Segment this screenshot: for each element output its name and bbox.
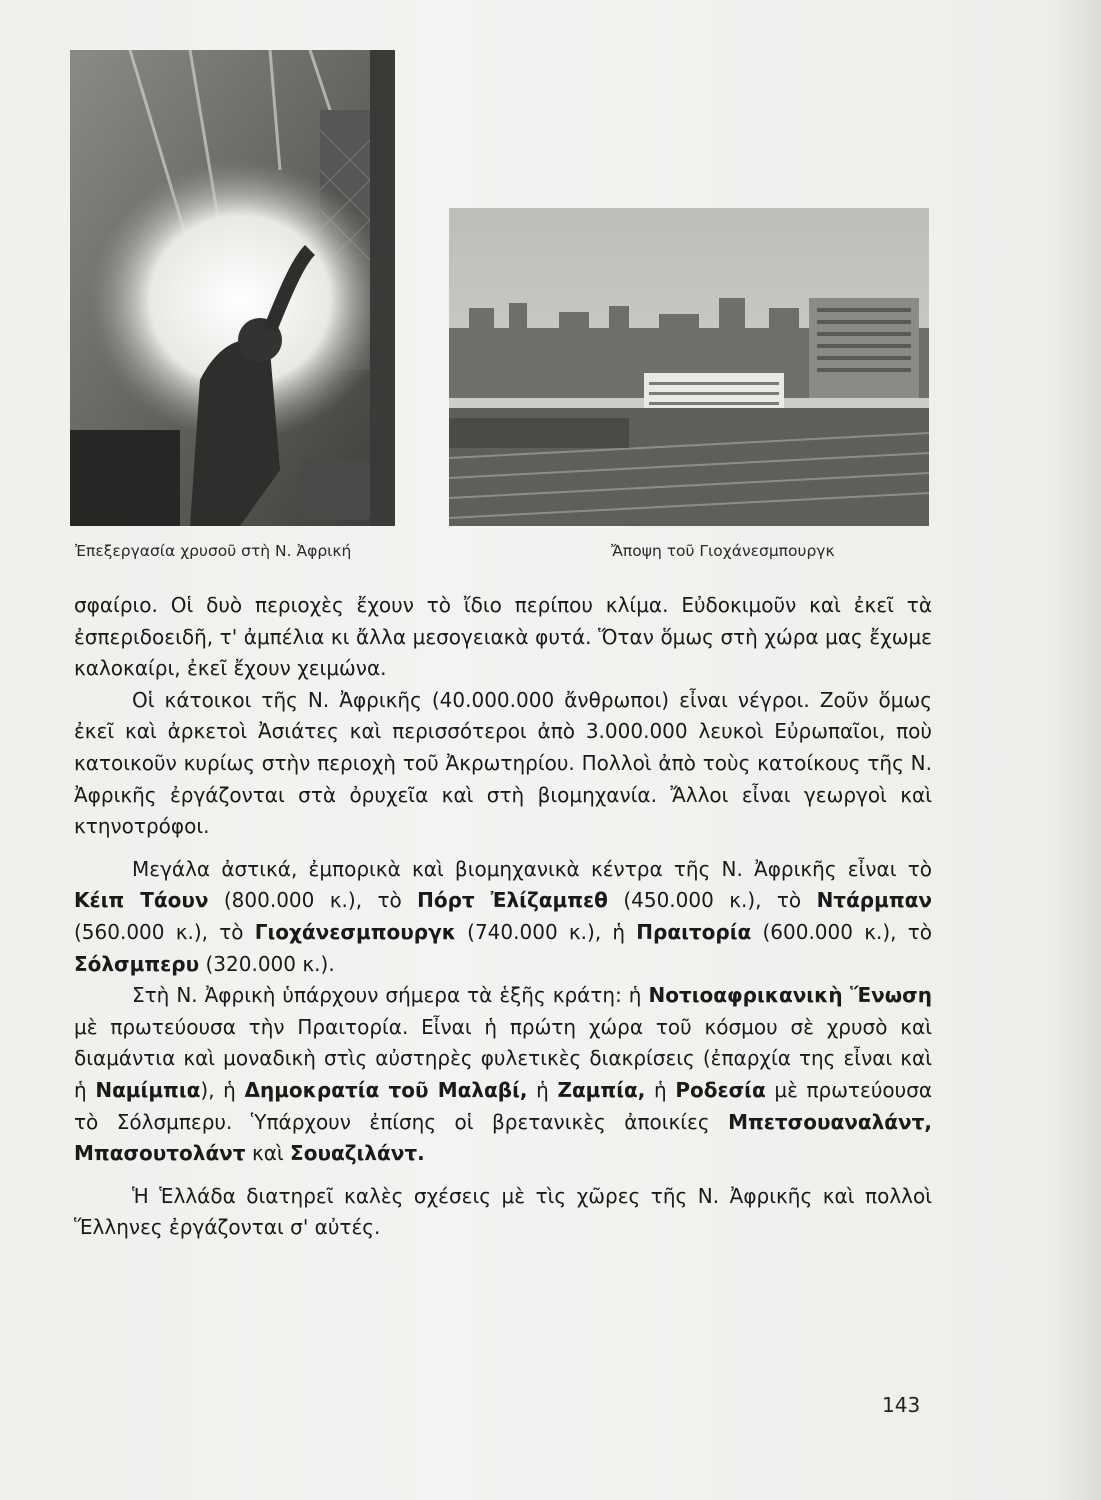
paragraph-states — [74, 980, 932, 1170]
state-rhodesia: Ροδεσία — [675, 1077, 766, 1102]
paragraph-cities — [74, 854, 932, 980]
paragraph-greece-relations: Ἡ Ἑλλάδα διατηρεῖ καλὲς σχέσεις μὲ τὶς χῶρες τῆς Ν. Ἀφρικῆς καὶ πολλοὶ Ἕλληνες ἐργάζονται σ' αὐτές. — [74, 1183, 932, 1240]
city-durban-pop: (560.000 κ.), τὸ — [74, 919, 244, 944]
states-text-7: καὶ — [251, 1141, 284, 1166]
gold-processing-photo-image — [70, 50, 395, 526]
city-durban: Ντάρμπαν — [816, 888, 933, 913]
states-text-4: ἡ — [536, 1077, 549, 1102]
state-namibia: Ναμίμπια — [95, 1077, 201, 1102]
cities-intro: Μεγάλα ἀστικά, ἐμπορικὰ καὶ βιομηχανικὰ κέντρα τῆς Ν. Ἀφρικῆς εἶναι τὸ — [132, 856, 932, 881]
body-text — [74, 590, 932, 1244]
city-port-elizabeth-pop: (450.000 κ.), τὸ — [623, 888, 802, 913]
state-zambia: Ζαμπία, — [557, 1077, 646, 1102]
photo-caption-gold-processing: Ἐπεξεργασία χρυσοῦ στὴ Ν. Ἀφρική — [75, 542, 352, 560]
johannesburg-view-photo-image — [449, 208, 929, 526]
johannesburg-view-photo — [449, 208, 929, 526]
city-cape-town: Κέιπ Τάουν — [74, 888, 209, 913]
colony-swaziland: Σουαζιλάντ. — [290, 1141, 425, 1166]
state-south-african-union: Νοτιοαφρικανικὴ Ἕνωση — [648, 983, 932, 1008]
states-text-2: μὲ πρωτεύουσα τὴν Πραιτορία. Εἶναι ἡ πρώτη χώρα τοῦ κόσμου σὲ χρυσὸ καὶ διαμάντια καὶ μοναδικὴ στὶς αὐστηρὲς φυλετικὲς διακρίσεις (ἐπαρχία της εἶναι καὶ ἡ — [74, 1014, 932, 1102]
city-salisbury: Σόλσμπερυ — [74, 951, 200, 976]
states-text-1: Στὴ Ν. Ἀφρικὴ ὑπάρχουν σήμερα τὰ ἑξῆς κράτη: ἡ — [132, 983, 642, 1008]
city-pretoria: Πραιτορία — [636, 919, 752, 944]
states-text-5: ἡ — [654, 1077, 667, 1102]
state-malawi: Δημοκρατία τοῦ Μαλαβί, — [244, 1077, 528, 1102]
city-pretoria-pop: (600.000 κ.), τὸ — [762, 919, 932, 944]
gold-processing-photo — [70, 50, 395, 526]
city-cape-town-pop: (800.000 κ.), τὸ — [223, 888, 402, 913]
city-salisbury-pop: (320.000 κ.). — [205, 951, 335, 976]
page-number: 143 — [882, 1393, 921, 1417]
paragraph-climate: σφαίριο. Οἱ δυὸ περιοχὲς ἔχουν τὸ ἴδιο περίπου κλίμα. Εὐδοκιμοῦν καὶ ἐκεῖ τὰ ἐσπεριδοειδῆ, τ' ἀμπέλια κι ἄλλα μεσογειακὰ φυτά. Ὅταν ὅμως στὴ χώρα μας ἔχωμε καλοκαίρι, ἐκεῖ ἔχουν χειμώνα. — [74, 593, 932, 681]
city-port-elizabeth: Πόρτ Ἐλίζαμπεθ — [417, 888, 608, 913]
paragraph-population: Οἱ κάτοικοι τῆς Ν. Ἀφρικῆς (40.000.000 ἄνθρωποι) εἶναι νέγροι. Ζοῦν ὅμως ἐκεῖ καὶ ἀρκετοὶ Ἀσιάτες καὶ περισσότεροι ἀπὸ 3.000.000 λευκοὶ Εὐρωπαῖοι, ποὺ κατοικοῦν κυρίως στὴν περιοχὴ τοῦ Ἀκρωτηρίου. Πολλοὶ ἀπὸ τοὺς κατοίκους τῆς Ν. Ἀφρικῆς ἐργάζονται στὰ ὀρυχεῖα καὶ στὴ βιομηχανία. Ἄλλοι εἶναι γεωργοὶ καὶ κτηνοτρόφοι. — [74, 687, 932, 839]
states-text-6: μὲ πρωτεύουσα τὸ Σόλσμπερυ. Ὑπάρχουν ἐπίσης οἱ βρετανικὲς ἀποικίες — [74, 1077, 933, 1134]
states-text-3: ), ἡ — [200, 1077, 236, 1102]
city-johannesburg-pop: (740.000 κ.), ἡ — [467, 919, 626, 944]
colonies-bechuanaland-basutoland: Μπετσουαναλάντ, Μπασουτολάντ — [74, 1109, 932, 1166]
city-johannesburg: Γιοχάνεσμπουργκ — [254, 919, 456, 944]
photo-caption-johannesburg: Ἄποψη τοῦ Γιοχάνεσμπουργκ — [611, 542, 835, 560]
